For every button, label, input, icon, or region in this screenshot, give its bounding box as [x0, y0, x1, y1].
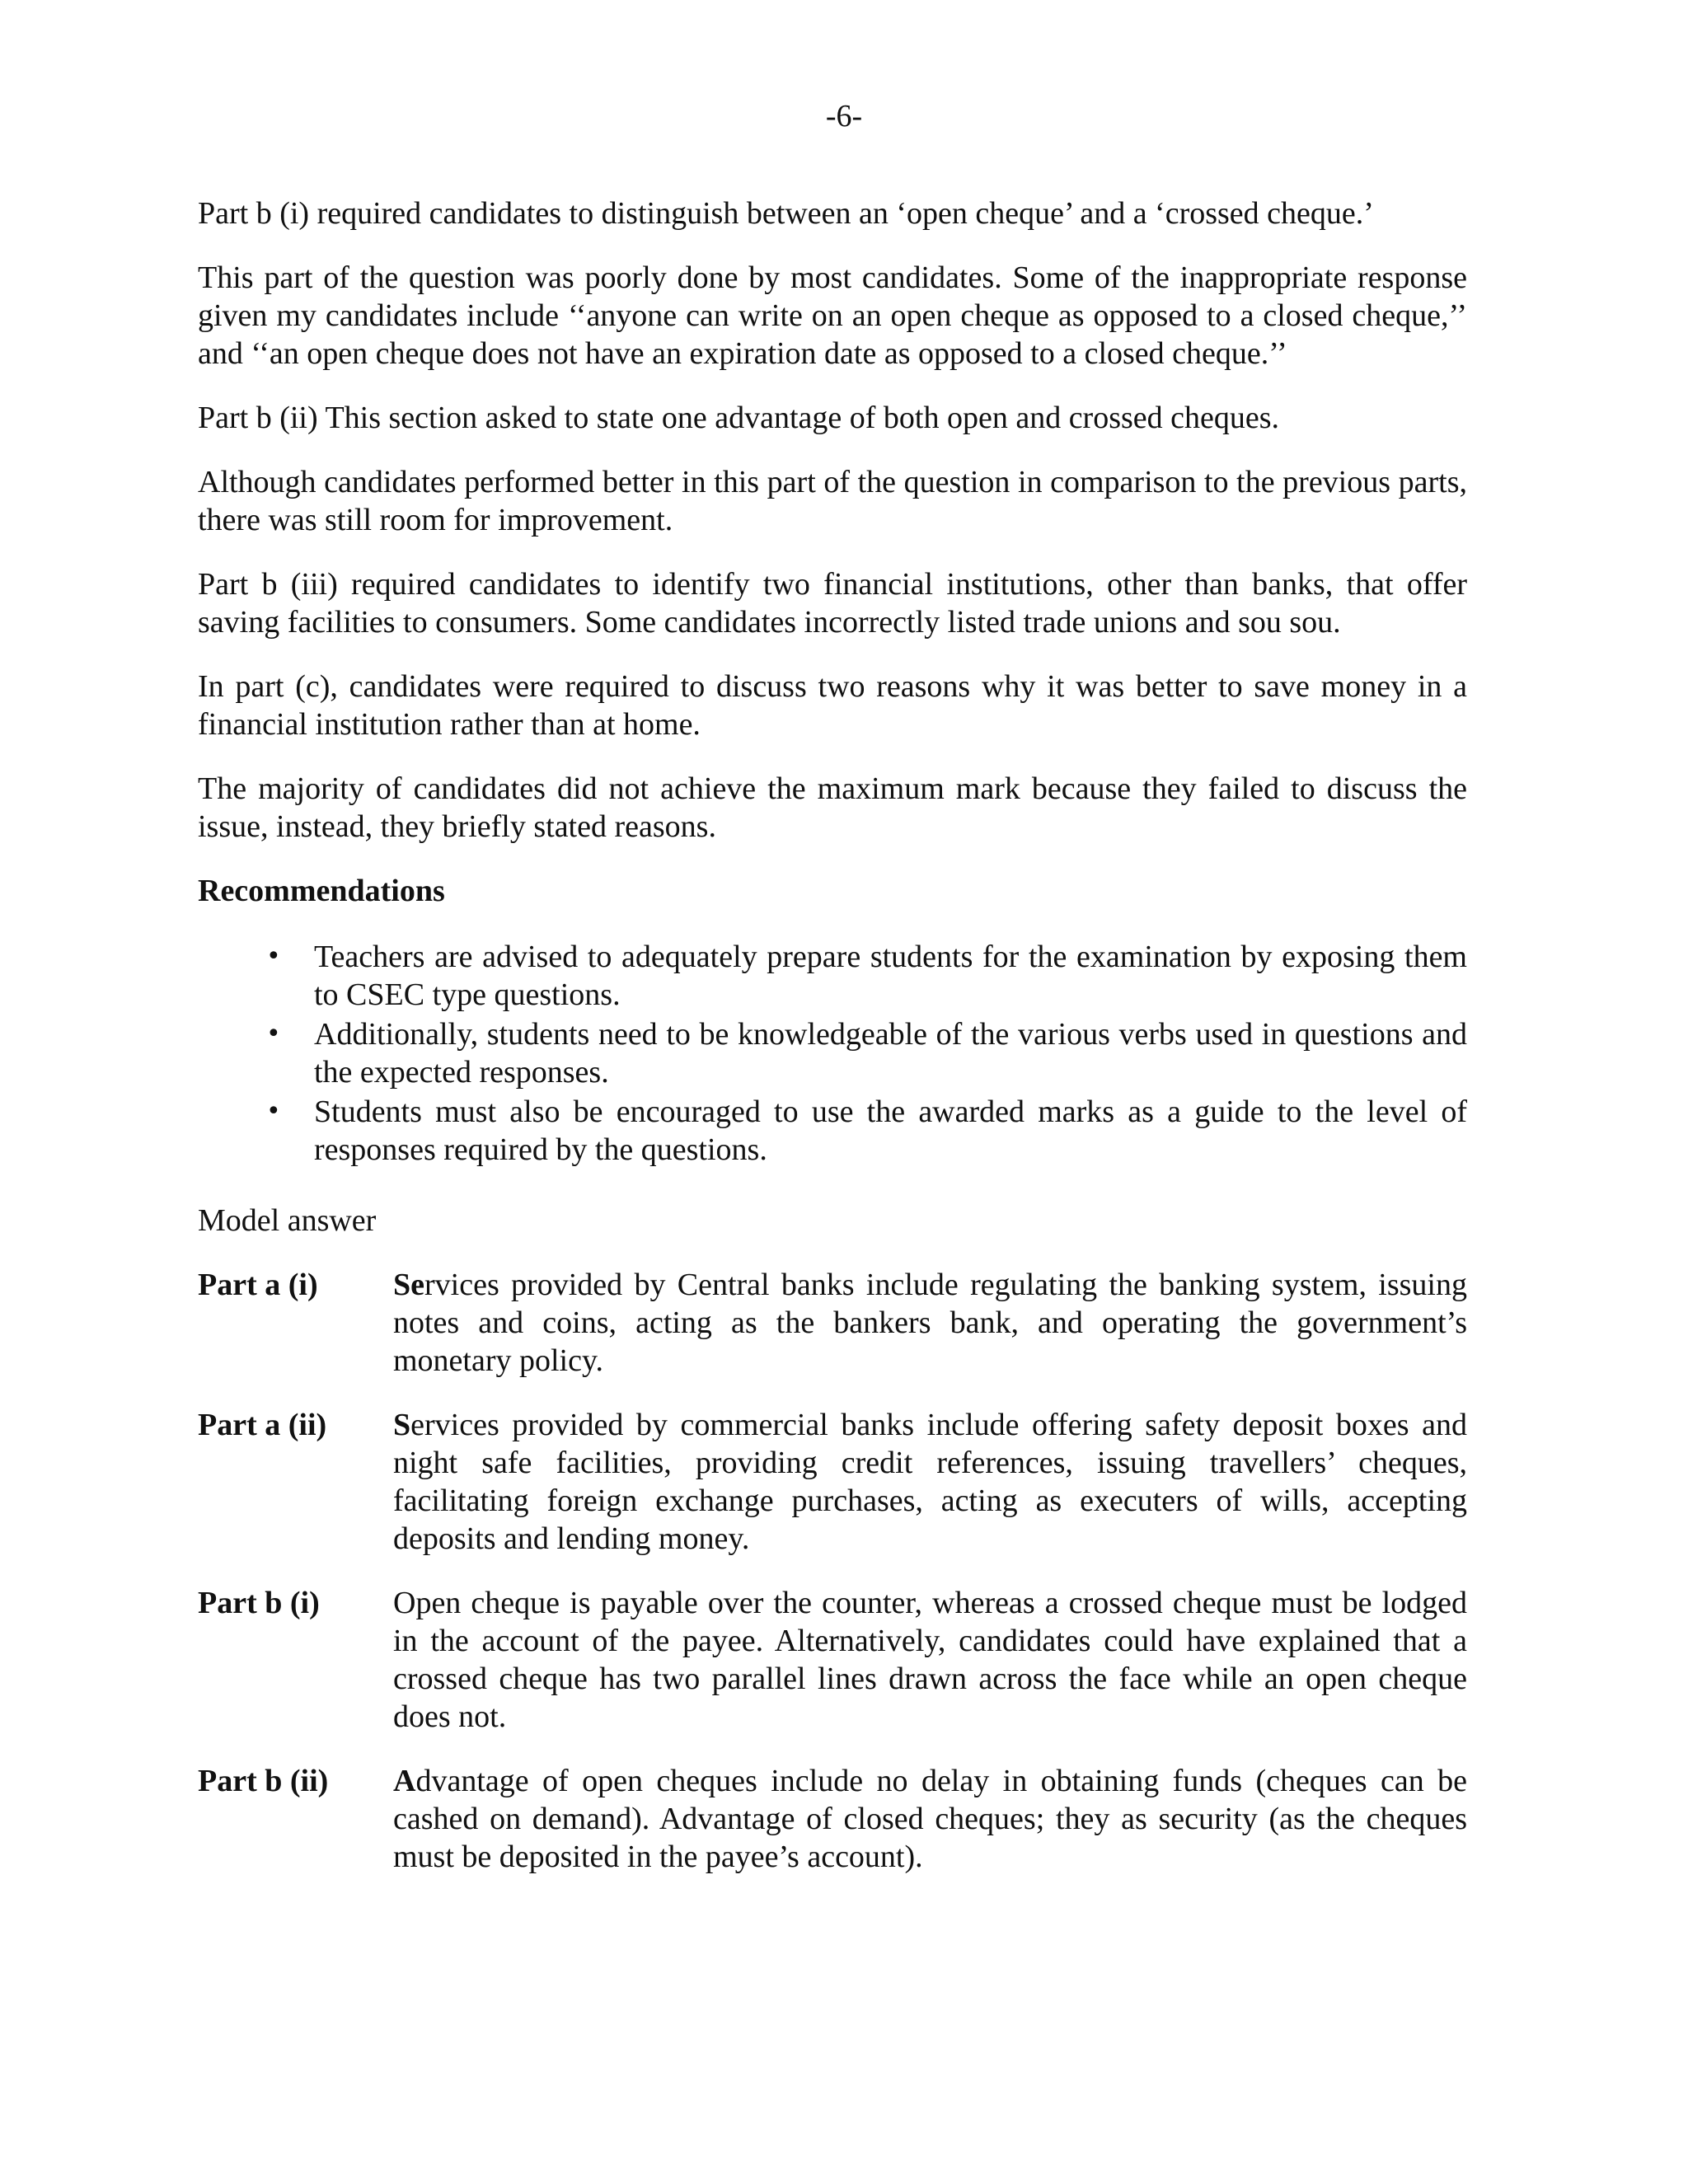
- recommendation-item: [198, 1015, 1467, 1091]
- answer-body: rvices provided by Central banks include regulating the banking system, issuing notes and coins, acting as the bankers bank, and operating the government’s monetary policy.: [393, 1268, 1467, 1378]
- answer-text: [393, 1762, 1467, 1876]
- answer-part-b-i: [198, 1584, 1467, 1736]
- answer-label: Part b (i): [198, 1586, 320, 1620]
- paragraph-part-c: In part (c), candidates were required to discuss two reasons why it was better to save money in a financial institution rather than at home.: [198, 669, 1467, 742]
- answer-text: [393, 1406, 1467, 1558]
- answer-label: Part a (ii): [198, 1408, 327, 1442]
- answer-initial: Se: [393, 1268, 424, 1302]
- paragraph-part-c-comment: The majority of candidates did not achieve the maximum mark because they failed to discuss the issue, instead, they briefly stated reasons.: [198, 771, 1467, 844]
- recommendation-item: [198, 938, 1467, 1014]
- recommendations-list: [198, 938, 1467, 1169]
- recommendation-text: Additionally, students need to be knowledgeable of the various verbs used in questions and the expected responses.: [314, 1017, 1467, 1090]
- recommendation-text: Teachers are advised to adequately prepare students for the examination by exposing them to CSEC type questions.: [314, 940, 1467, 1012]
- answer-initial: A: [393, 1764, 416, 1798]
- document-body: [198, 194, 1467, 1902]
- answer-initial: S: [393, 1408, 411, 1442]
- paragraph-part-b-ii-intro: Part b (ii) This section asked to state one advantage of both open and crossed cheques.: [198, 401, 1280, 435]
- paragraph-part-b-i-comment: This part of the question was poorly done by most candidates. Some of the inappropriate response given my candidates include ‘‘anyone can write on an open cheque as opposed to a closed cheque,’’ and ‘‘an open cheque does not have an expiration date as opposed to a closed cheque.’’: [198, 260, 1467, 371]
- recommendation-text: Students must also be encouraged to use the awarded marks as a guide to the level of responses required by the questions.: [314, 1094, 1467, 1167]
- answer-body: dvantage of open cheques include no delay in obtaining funds (cheques can be cashed on demand). Advantage of closed cheques; they as security (as the cheques must be deposited in the payee’s account).: [393, 1764, 1467, 1874]
- paragraph-part-b-iii: Part b (iii) required candidates to identify two financial institutions, other than banks, that offer saving facilities to consumers. Some candidates incorrectly listed trade unions and sou sou.: [198, 567, 1467, 640]
- answer-body: Open cheque is payable over the counter, whereas a crossed cheque must be lodged in the account of the payee. Alternatively, candidates could have explained that a crossed cheque has two parallel lines drawn across the face while an open cheque does not.: [393, 1586, 1467, 1734]
- answer-body: ervices provided by commercial banks include offering safety deposit boxes and night safe facilities, providing credit references, issuing travellers’ cheques, facilitating foreign exchange purchases, acting as executers of wills, accepting deposits and lending money.: [393, 1408, 1467, 1556]
- answer-label: Part a (i): [198, 1268, 318, 1302]
- model-answer-label: Model answer: [198, 1203, 377, 1238]
- answer-text: [393, 1584, 1467, 1736]
- paragraph-part-b-i-intro: Part b (i) required candidates to distinguish between an ‘open cheque’ and a ‘crossed cheque.’: [198, 196, 1374, 231]
- bullet-icon: •: [266, 1097, 281, 1126]
- bullet-icon: •: [266, 942, 281, 971]
- answer-text: [393, 1266, 1467, 1380]
- recommendations-heading: Recommendations: [198, 874, 445, 908]
- recommendation-item: [198, 1093, 1467, 1169]
- page-number: -6-: [825, 99, 863, 134]
- answer-label: Part b (ii): [198, 1764, 329, 1798]
- answer-part-a-ii: [198, 1406, 1467, 1558]
- answer-part-a-i: [198, 1266, 1467, 1380]
- paragraph-part-b-ii-comment: Although candidates performed better in this part of the question in comparison to the previous parts, there was still room for improvement.: [198, 465, 1467, 537]
- bullet-icon: •: [266, 1019, 281, 1048]
- answer-part-b-ii: [198, 1762, 1467, 1876]
